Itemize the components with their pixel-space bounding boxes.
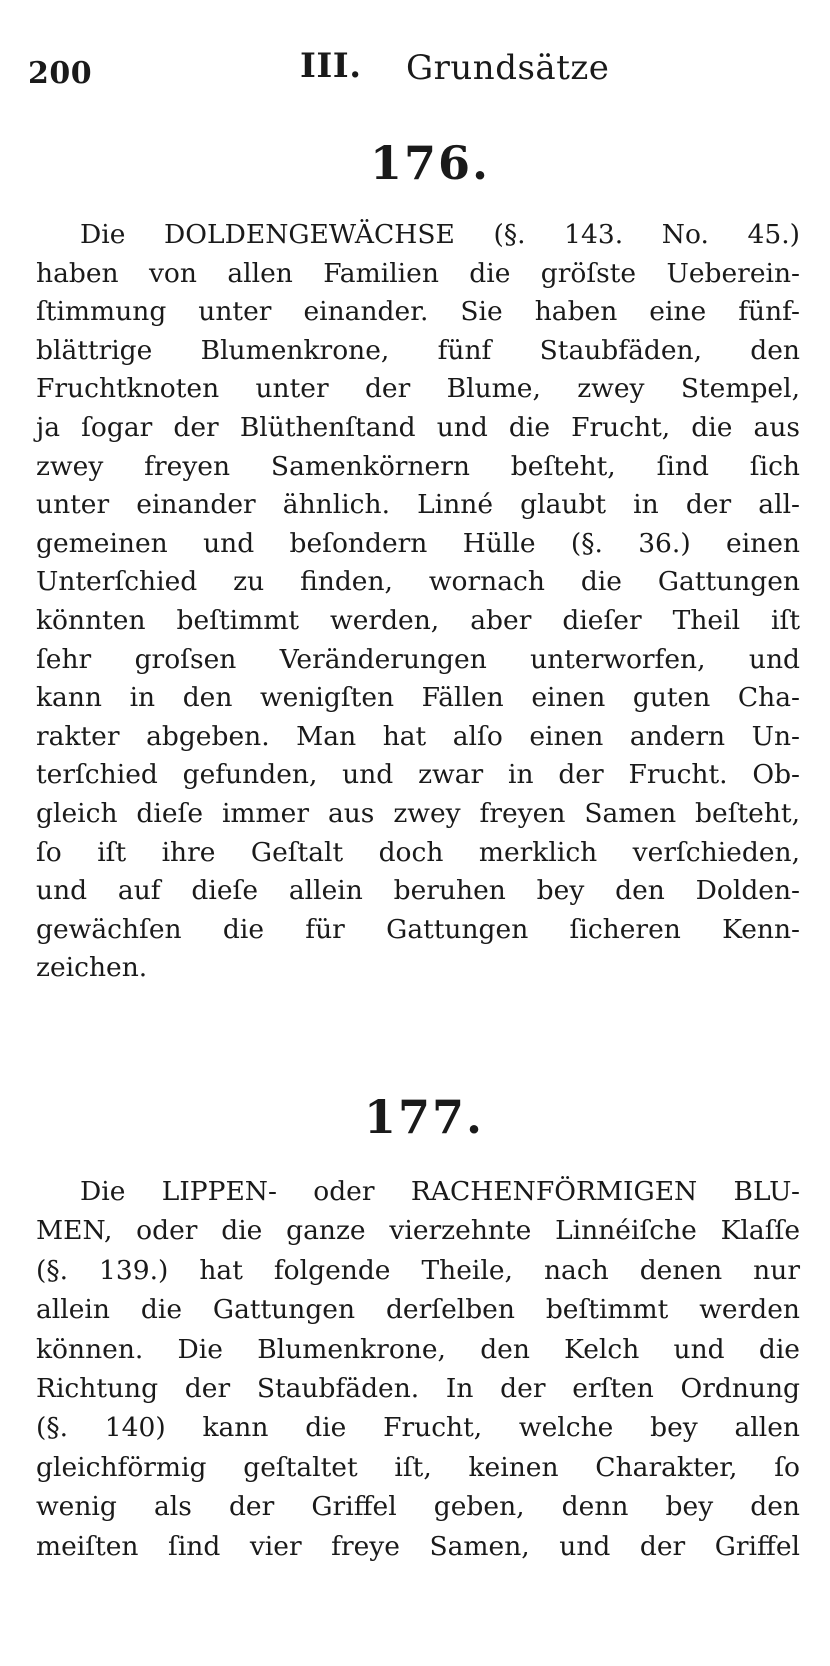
text-line: (§. 140) kann die Frucht, welche bey allen — [36, 1412, 800, 1444]
text-line: gewächſen die für Gattungen ſicheren Kenn- — [36, 913, 800, 945]
text-line: allein die Gattungen derſelben beſtimmt werden — [36, 1294, 800, 1326]
text-line: ſtimmung unter einander. Sie haben eine fünf- — [36, 296, 800, 328]
text-line: MEN, oder die ganze vierzehnte Linnéiſche Klaſſe — [36, 1215, 800, 1247]
section-177-paragraph — [36, 1172, 800, 1566]
text-line: (§. 139.) hat folgende Theile, nach denen nur — [36, 1254, 800, 1286]
section-number-177: 177. — [363, 1090, 485, 1144]
text-line: könnten beſtimmt werden, aber dieſer Theil iſt — [36, 604, 800, 636]
text-line: zeichen. — [36, 952, 148, 984]
text-line: gleichförmig geſtaltet iſt, keinen Charakter, ſo — [36, 1451, 800, 1483]
text-line: zwey freyen Samenkörnern beſteht, ſind ſich — [36, 450, 800, 482]
text-line: gemeinen und beſondern Hülle (§. 36.) einen — [36, 527, 800, 559]
text-line: terſchied gefunden, und zwar in der Frucht. Ob- — [36, 759, 800, 791]
text-line: meiſten ſind vier freye Samen, und der Griffel — [36, 1530, 800, 1562]
text-line: Fruchtknoten unter der Blume, zwey Stempel, — [36, 373, 800, 405]
chapter-numeral: III. — [300, 46, 362, 86]
text-line: ſehr groſsen Veränderungen unterworfen, und — [36, 643, 800, 675]
running-head — [28, 46, 790, 96]
text-line: und auf dieſe allein beruhen bey den Dolden- — [36, 875, 800, 907]
text-line: ſo iſt ihre Geſtalt doch merklich verſchieden, — [36, 836, 800, 868]
text-line: können. Die Blumenkrone, den Kelch und die — [36, 1333, 800, 1365]
text-line: wenig als der Griffel geben, denn bey den — [36, 1491, 800, 1523]
text-line: haben von allen Familien die gröſste Ueberein- — [36, 257, 800, 289]
text-line: unter einander ähnlich. Linné glaubt in der all- — [36, 489, 800, 521]
text-line: blättrige Blumenkrone, fünf Staubfäden, den — [36, 334, 800, 366]
section-number-176: 176. — [369, 136, 491, 190]
text-line: kann in den wenigſten Fällen einen guten Cha- — [36, 682, 800, 714]
text-line: Unterſchied zu finden, wornach die Gattungen — [36, 566, 800, 598]
text-line: ja ſogar der Blüthenſtand und die Frucht, die aus — [36, 411, 800, 443]
text-line: Die LIPPEN- oder RACHENFÖRMIGEN BLU- — [80, 1176, 800, 1207]
page-number: 200 — [28, 56, 93, 91]
text-line: gleich dieſe immer aus zwey freyen Samen beſteht, — [36, 797, 800, 829]
section-176-paragraph — [36, 216, 800, 988]
running-title: Grundsätze — [406, 48, 610, 88]
text-line: rakter abgeben. Man hat alſo einen andern Un- — [36, 720, 800, 752]
text-line: Richtung der Staubfäden. In der erſten Ordnung — [36, 1373, 800, 1405]
text-line: Die DOLDENGEWÄCHSE (§. 143. No. 45.) — [80, 219, 800, 250]
